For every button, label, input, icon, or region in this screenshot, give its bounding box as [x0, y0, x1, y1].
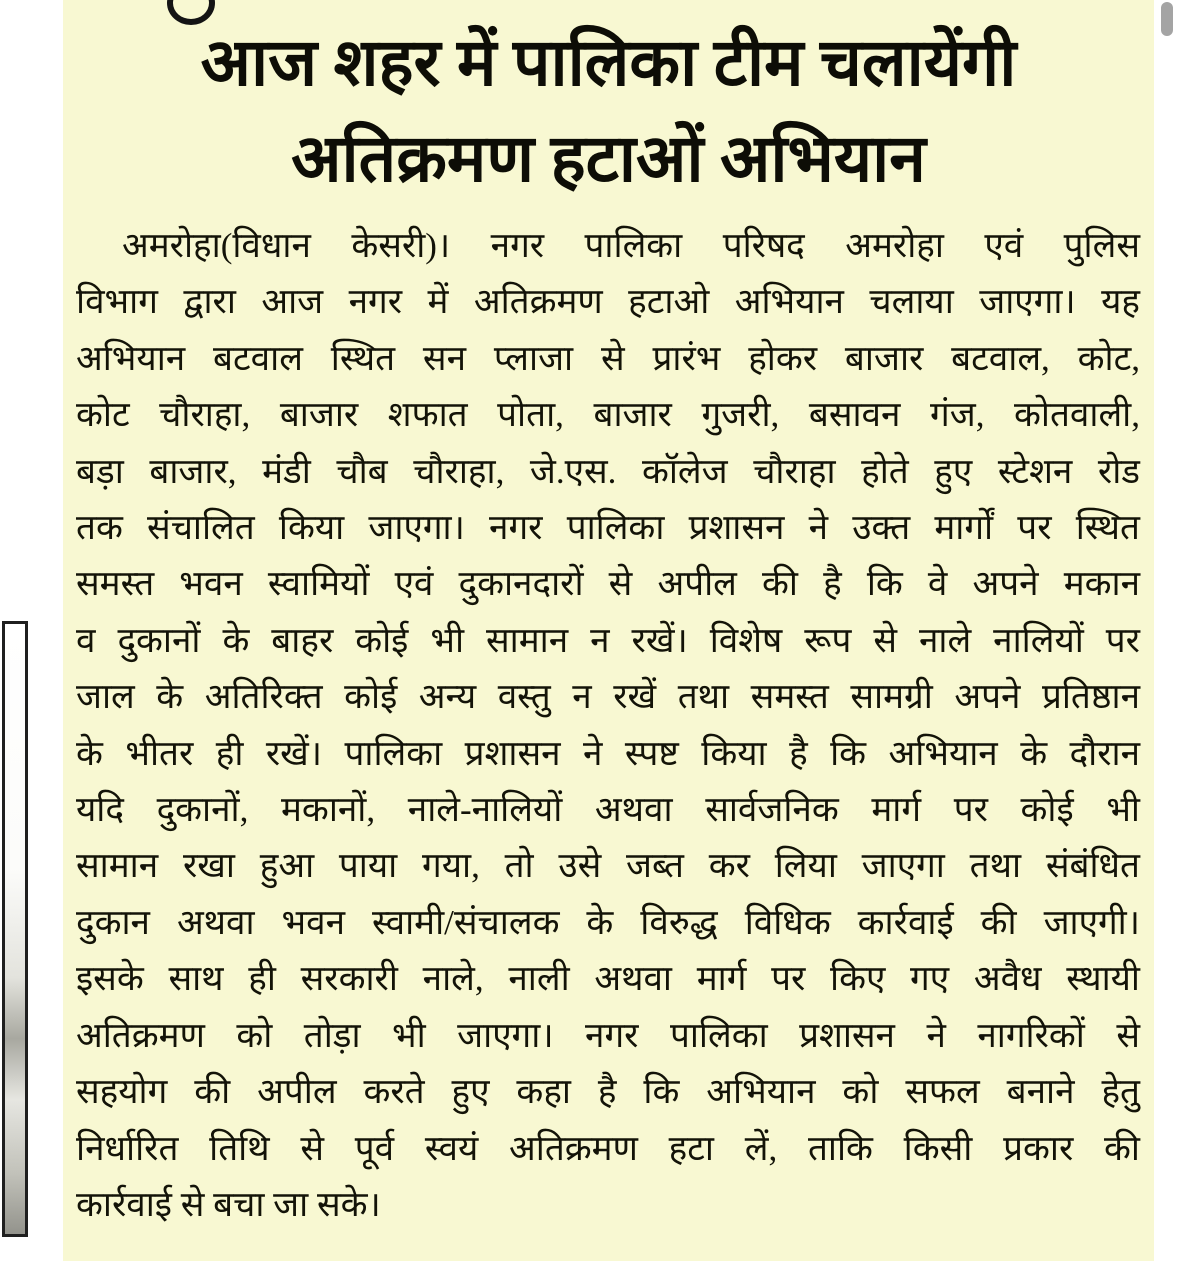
body-line: निर्धारित तिथि से पूर्व स्वयं अतिक्रमण हटा लें, ताकि किसी प्रकार की [76, 1128, 1140, 1168]
body-line: कार्रवाई से बचा जा सके। [76, 1184, 381, 1224]
newspaper-clipping [63, 0, 1154, 1261]
vertical-scrollbar-thumb[interactable] [1161, 2, 1173, 36]
body-line: बड़ा बाजार, मंडी चौब चौराहा, जे.एस. कॉलेज चौराहा होते हुए स्टेशन रोड [76, 451, 1140, 491]
headline-line-2: अतिक्रमण हटाओं अभियान [291, 123, 926, 196]
body-line: सहयोग की अपील करते हुए कहा है कि अभियान को सफल बनाने हेतु [76, 1072, 1140, 1112]
body-line: तक संचालित किया जाएगा। नगर पालिका प्रशासन ने उक्त मार्गों पर स्थित [76, 508, 1140, 548]
adjacent-photo-fragment [2, 621, 28, 1237]
body-line: के भीतर ही रखें। पालिका प्रशासन ने स्पष्ट किया है कि अभियान के दौरान [76, 733, 1140, 773]
body-line: जाल के अतिरिक्त कोई अन्य वस्तु न रखें तथा समस्त सामग्री अपने प्रतिष्ठान [76, 677, 1140, 717]
body-line: व दुकानों के बाहर कोई भी सामान न रखें। विशेष रूप से नाले नालियों पर [76, 620, 1140, 660]
body-line: अमरोहा(विधान केसरी)। नगर पालिका परिषद अमरोहा एवं पुलिस [122, 226, 1140, 265]
body-line: समस्त भवन स्वामियों एवं दुकानदारों से अपील की है कि वे अपने मकान [76, 564, 1140, 604]
body-line: यदि दुकानों, मकानों, नाले-नालियों अथवा सार्वजनिक मार्ग पर कोई भी [76, 790, 1140, 830]
article-body [63, 218, 1154, 1233]
body-line: सामान रखा हुआ पाया गया, तो उसे जब्त कर लिया जाएगा तथा संबंधित [76, 846, 1140, 886]
article-headline [63, 0, 1154, 208]
body-line: दुकान अथवा भवन स्वामी/संचालक के विरुद्ध विधिक कार्रवाई की जाएगी। [76, 902, 1140, 942]
body-line: अतिक्रमण को तोड़ा भी जाएगा। नगर पालिका प्रशासन ने नागरिकों से [76, 1015, 1140, 1055]
body-line: कोट चौराहा, बाजार शफात पोता, बाजार गुजरी, बसावन गंज, कोतवाली, [76, 395, 1140, 435]
body-line: इसके साथ ही सरकारी नाले, नाली अथवा मार्ग पर किए गए अवैध स्थायी [76, 959, 1140, 999]
headline-line-1: आज शहर में पालिका टीम चलायेंगी [200, 27, 1017, 100]
body-line: अभियान बटवाल स्थित सन प्लाजा से प्रारंभ होकर बाजार बटवाल, कोट, [76, 338, 1140, 378]
body-line: विभाग द्वारा आज नगर में अतिक्रमण हटाओ अभियान चलाया जाएगा। यह [76, 282, 1140, 322]
